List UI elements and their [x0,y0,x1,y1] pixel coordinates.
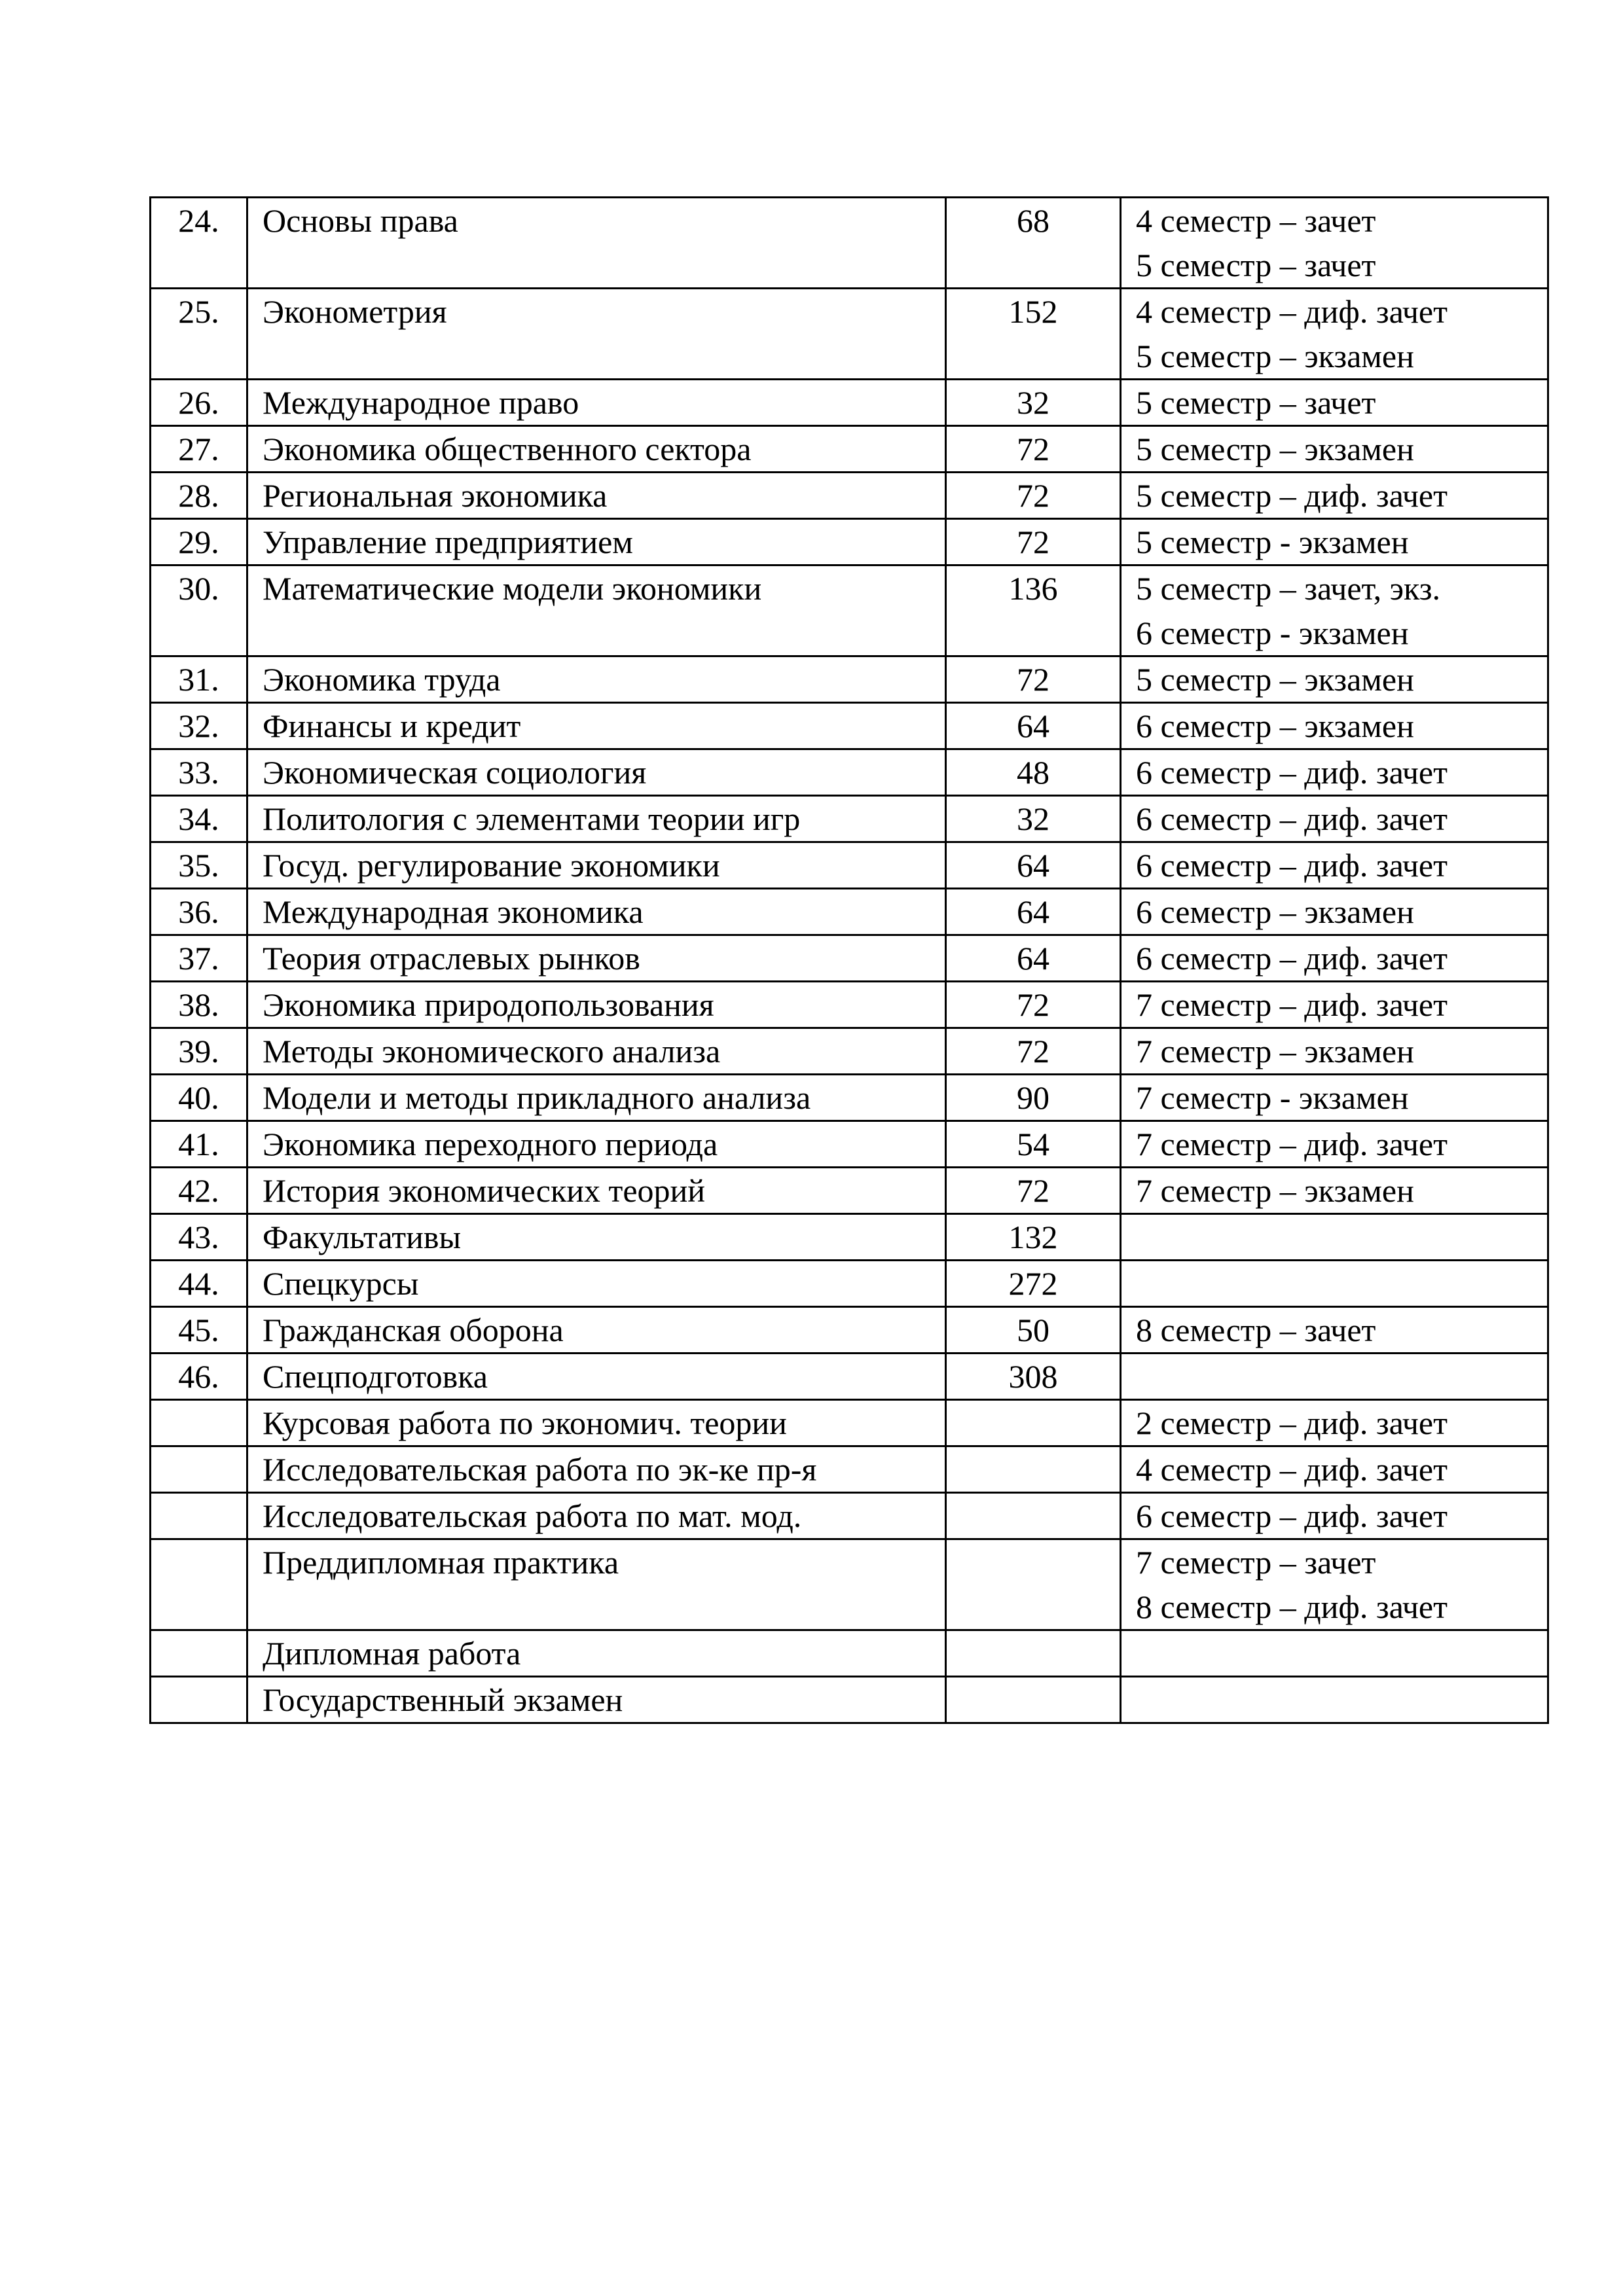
row-number: 32. [151,703,247,749]
table-row [151,1630,1548,1677]
table-row [151,1446,1548,1493]
assessment-cell [1121,982,1548,1028]
subject-hours: 136 [946,565,1121,656]
table-row [151,519,1548,565]
table-row [151,1168,1548,1214]
subject-hours: 308 [946,1354,1121,1400]
table-row [151,749,1548,796]
assessment-cell [1121,1168,1548,1214]
assessment-cell [1121,1121,1548,1168]
assessment-cell [1121,380,1548,426]
assessment-cell [1121,1677,1548,1723]
subject-hours: 72 [946,473,1121,519]
row-number: 40. [151,1075,247,1121]
subject-hours: 68 [946,198,1121,289]
table-row [151,1493,1548,1539]
table-row [151,1307,1548,1354]
subject-name: Преддипломная практика [247,1539,946,1630]
table-row [151,198,1548,289]
assessment-cell [1121,1400,1548,1446]
assessment-line: 4 семестр – диф. зачет [1136,1451,1448,1488]
row-number: 37. [151,935,247,982]
subject-hours: 72 [946,982,1121,1028]
assessment-cell [1121,749,1548,796]
table-row [151,1028,1548,1075]
assessment-line: 4 семестр – зачет [1136,202,1376,239]
subject-name: Дипломная работа [247,1630,946,1677]
assessment-line: 2 семестр – диф. зачет [1136,1405,1448,1441]
subject-name: Экономика природопользования [247,982,946,1028]
table-row [151,1214,1548,1261]
assessment-line: 7 семестр – зачет [1136,1544,1376,1581]
assessment-cell [1121,1630,1548,1677]
subject-name: Финансы и кредит [247,703,946,749]
row-number: 29. [151,519,247,565]
table-row [151,565,1548,656]
assessment-line: 6 семестр - экзамен [1136,615,1409,651]
table-row [151,289,1548,380]
row-number: 28. [151,473,247,519]
assessment-line: 4 семестр – диф. зачет [1136,293,1448,330]
subject-name: Исследовательская работа по мат. мод. [247,1493,946,1539]
subject-name: Экономика общественного сектора [247,426,946,473]
subject-hours: 72 [946,426,1121,473]
row-number: 46. [151,1354,247,1400]
assessment-cell [1121,1493,1548,1539]
subject-hours: 152 [946,289,1121,380]
assessment-line: 5 семестр – зачет, экз. [1136,570,1440,607]
assessment-line: 5 семестр – зачет [1136,247,1376,283]
assessment-cell [1121,198,1548,289]
assessment-line: 6 семестр – экзамен [1136,893,1414,930]
row-number: 27. [151,426,247,473]
subject-hours [946,1400,1121,1446]
subject-name: Теория отраслевых рынков [247,935,946,982]
row-number: 34. [151,796,247,842]
assessment-line: 5 семестр - экзамен [1136,524,1409,560]
assessment-cell [1121,889,1548,935]
subject-name: История экономических теорий [247,1168,946,1214]
assessment-line: 7 семестр – экзамен [1136,1172,1414,1209]
subject-name: Международное право [247,380,946,426]
subject-hours: 72 [946,656,1121,703]
row-number: 35. [151,842,247,889]
subject-hours: 64 [946,935,1121,982]
assessment-line: 5 семестр – диф. зачет [1136,477,1448,514]
assessment-cell [1121,289,1548,380]
subject-hours: 54 [946,1121,1121,1168]
row-number: 36. [151,889,247,935]
subject-name: Экономика труда [247,656,946,703]
subject-name: Экономика переходного периода [247,1121,946,1168]
assessment-line: 6 семестр – экзамен [1136,708,1414,744]
table-row [151,1677,1548,1723]
subject-name: Управление предприятием [247,519,946,565]
assessment-cell [1121,426,1548,473]
subject-hours: 72 [946,519,1121,565]
row-number: 45. [151,1307,247,1354]
assessment-cell [1121,519,1548,565]
table-row [151,1121,1548,1168]
assessment-line: 6 семестр – диф. зачет [1136,1498,1448,1534]
subject-hours: 64 [946,842,1121,889]
assessment-line: 7 семестр – диф. зачет [1136,1126,1448,1162]
assessment-line: 7 семестр – экзамен [1136,1033,1414,1069]
assessment-line: 7 семестр – диф. зачет [1136,986,1448,1023]
assessment-cell [1121,656,1548,703]
table-row [151,1539,1548,1630]
row-number [151,1677,247,1723]
subject-name: Основы права [247,198,946,289]
subject-name: Гражданская оборона [247,1307,946,1354]
assessment-cell [1121,1354,1548,1400]
row-number: 24. [151,198,247,289]
table-row [151,703,1548,749]
subject-hours: 72 [946,1028,1121,1075]
row-number: 43. [151,1214,247,1261]
subject-name: Государственный экзамен [247,1677,946,1723]
subject-hours: 32 [946,380,1121,426]
subject-hours: 132 [946,1214,1121,1261]
assessment-line: 8 семестр – зачет [1136,1312,1376,1348]
assessment-cell [1121,1307,1548,1354]
table-row [151,842,1548,889]
subject-hours: 48 [946,749,1121,796]
row-number: 33. [151,749,247,796]
subject-hours [946,1630,1121,1677]
assessment-line: 6 семестр – диф. зачет [1136,940,1448,977]
row-number: 25. [151,289,247,380]
table-row [151,656,1548,703]
subject-name: Исследовательская работа по эк-ке пр-я [247,1446,946,1493]
assessment-cell [1121,703,1548,749]
assessment-line: 8 семестр – диф. зачет [1136,1588,1448,1625]
row-number [151,1539,247,1630]
row-number [151,1446,247,1493]
subject-hours: 32 [946,796,1121,842]
assessment-line: 5 семестр – зачет [1136,384,1376,421]
assessment-line: 5 семестр – экзамен [1136,338,1414,374]
subject-hours: 272 [946,1261,1121,1307]
subject-name: Методы экономического анализа [247,1028,946,1075]
subject-name: Политология с элементами теории игр [247,796,946,842]
table-row [151,889,1548,935]
table-row [151,380,1548,426]
subject-hours [946,1446,1121,1493]
assessment-line: 7 семестр - экзамен [1136,1079,1409,1116]
subject-name: Модели и методы прикладного анализа [247,1075,946,1121]
subject-name: Эконометрия [247,289,946,380]
subject-name: Региональная экономика [247,473,946,519]
subject-hours: 64 [946,703,1121,749]
row-number: 30. [151,565,247,656]
curriculum-table [149,196,1549,1724]
assessment-cell [1121,1214,1548,1261]
subject-name: Экономическая социология [247,749,946,796]
subject-name: Госуд. регулирование экономики [247,842,946,889]
table-row [151,426,1548,473]
assessment-line: 6 семестр – диф. зачет [1136,847,1448,884]
subject-name: Спецподготовка [247,1354,946,1400]
assessment-cell [1121,1261,1548,1307]
assessment-cell [1121,935,1548,982]
row-number [151,1630,247,1677]
assessment-line: 6 семестр – диф. зачет [1136,800,1448,837]
table-row [151,1354,1548,1400]
table-row [151,982,1548,1028]
table-row [151,473,1548,519]
row-number: 41. [151,1121,247,1168]
subject-hours: 64 [946,889,1121,935]
table-row [151,1075,1548,1121]
row-number: 38. [151,982,247,1028]
subject-name: Курсовая работа по экономич. теории [247,1400,946,1446]
subject-name: Математические модели экономики [247,565,946,656]
assessment-cell [1121,565,1548,656]
assessment-cell [1121,796,1548,842]
row-number: 42. [151,1168,247,1214]
row-number: 26. [151,380,247,426]
table-row [151,935,1548,982]
table-body [151,198,1548,1723]
subject-name: Факультативы [247,1214,946,1261]
row-number [151,1400,247,1446]
assessment-cell [1121,1028,1548,1075]
row-number: 39. [151,1028,247,1075]
assessment-line: 5 семестр – экзамен [1136,661,1414,698]
subject-hours [946,1677,1121,1723]
assessment-cell [1121,473,1548,519]
row-number: 31. [151,656,247,703]
subject-name: Спецкурсы [247,1261,946,1307]
assessment-cell [1121,1539,1548,1630]
subject-hours [946,1539,1121,1630]
row-number [151,1493,247,1539]
subject-name: Международная экономика [247,889,946,935]
assessment-cell [1121,1075,1548,1121]
subject-hours: 50 [946,1307,1121,1354]
row-number: 44. [151,1261,247,1307]
assessment-cell [1121,842,1548,889]
table-row [151,1400,1548,1446]
subject-hours: 72 [946,1168,1121,1214]
table-row [151,1261,1548,1307]
assessment-line: 6 семестр – диф. зачет [1136,754,1448,791]
assessment-cell [1121,1446,1548,1493]
subject-hours: 90 [946,1075,1121,1121]
subject-hours [946,1493,1121,1539]
table-row [151,796,1548,842]
assessment-line: 5 семестр – экзамен [1136,431,1414,467]
